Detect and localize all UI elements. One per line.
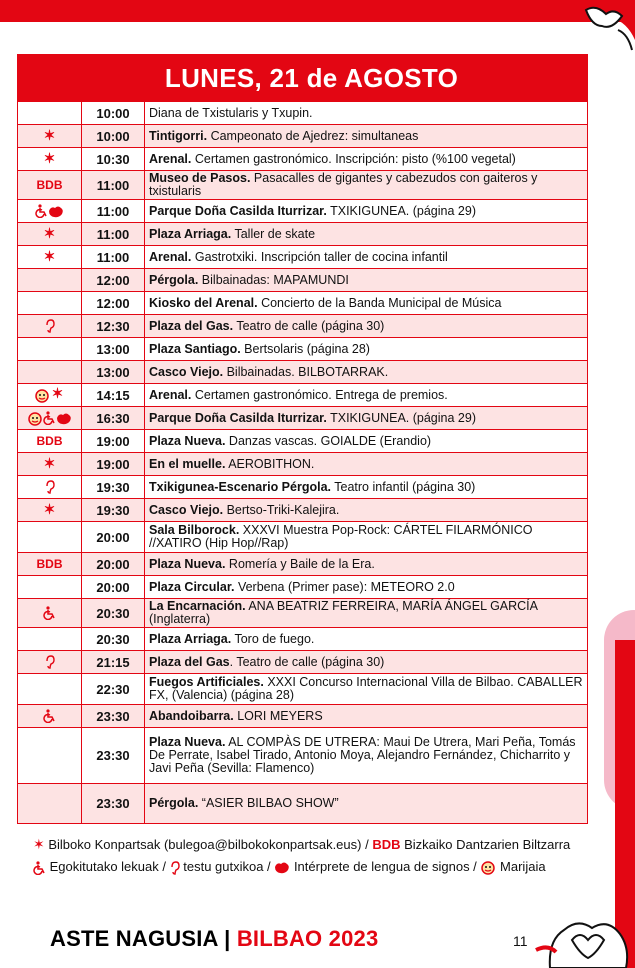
legend-ear-text: testu gutxikoa / <box>183 859 271 874</box>
accessible-icon <box>33 861 46 875</box>
event-time: 11:00 <box>82 200 145 223</box>
event-detail: Verbena (Primer pase): METEORO 2.0 <box>234 579 455 594</box>
event-venue: Plaza Santiago. <box>149 341 241 356</box>
accessible-icon <box>43 606 56 620</box>
event-venue: Sala Bilborock. <box>149 523 240 537</box>
table-row <box>18 384 588 407</box>
marijaia-icon <box>480 860 496 875</box>
event-venue: Parque Doña Casilda Iturrizar. <box>149 410 327 425</box>
event-description <box>145 628 588 651</box>
event-description <box>145 292 588 315</box>
row-icons <box>18 407 82 430</box>
table-row <box>18 522 588 553</box>
sign-language-icon <box>56 412 72 425</box>
row-icons <box>18 430 82 453</box>
legend-marijaia-text: Marijaia <box>500 859 546 874</box>
table-row <box>18 430 588 453</box>
row-icons <box>18 674 82 705</box>
event-venue: Fuegos Artificiales. <box>149 675 264 689</box>
table-row <box>18 125 588 148</box>
event-detail: Danzas vascas. GOIALDE (Erandio) <box>225 433 432 448</box>
row-icons <box>18 315 82 338</box>
event-time: 22:30 <box>82 674 145 705</box>
legend-accessible-text: Egokitutako lekuak / <box>49 859 166 874</box>
event-time: 19:00 <box>82 430 145 453</box>
star-icon: ✶ <box>51 385 64 402</box>
legend-star-text: Bilboko Konpartsak (bulegoa@bilbokokonpartsak.eus) / <box>48 837 369 852</box>
row-icons <box>18 148 82 171</box>
event-detail: Bilbainadas: MAPAMUNDI <box>198 272 349 287</box>
accessible-icon <box>35 204 48 218</box>
event-description <box>145 476 588 499</box>
event-detail: AL COMPÀS DE UTRERA: Maui De Utrera, Mari Peña, Tomás De Perrate, Isabel Tirado, Antonio Moya, Alejandro Fernández, Chicharrito y Javi Peña (Sevilla: Flamenco) <box>149 735 576 775</box>
event-detail: Toro de fuego. <box>231 631 315 646</box>
event-time: 19:30 <box>82 499 145 522</box>
table-row <box>18 338 588 361</box>
event-detail: Bertsolaris (página 28) <box>240 341 370 356</box>
event-detail: Campeonato de Ajedrez: simultaneas <box>207 128 419 143</box>
event-detail: AEROBITHON. <box>225 456 315 471</box>
event-description <box>145 102 588 125</box>
event-venue: Plaza Nueva. <box>149 556 226 571</box>
row-icons <box>18 499 82 522</box>
footer-city: BILBAO 2023 <box>236 926 379 951</box>
star-icon: ✶ <box>43 225 56 241</box>
event-venue: Tintigorri. <box>149 128 208 143</box>
event-time: 19:30 <box>82 476 145 499</box>
accessible-icon <box>43 709 56 723</box>
row-icons <box>18 576 82 599</box>
table-row <box>18 499 588 522</box>
table-row <box>18 223 588 246</box>
legend-line-2 <box>33 856 593 878</box>
event-description <box>145 148 588 171</box>
table-row <box>18 200 588 223</box>
event-detail: Teatro infantil (página 30) <box>331 479 476 494</box>
event-time: 14:15 <box>82 384 145 407</box>
star-icon: ✶ <box>43 455 56 471</box>
row-icons <box>18 705 82 728</box>
event-description <box>145 407 588 430</box>
event-time: 11:00 <box>82 223 145 246</box>
event-time: 23:30 <box>82 784 145 824</box>
row-icons <box>18 269 82 292</box>
event-venue: Arenal. <box>149 151 192 166</box>
event-detail: . Teatro de calle (página 30) <box>229 654 385 669</box>
event-time: 16:30 <box>82 407 145 430</box>
table-row <box>18 628 588 651</box>
table-row <box>18 599 588 628</box>
star-icon: ✶ <box>43 127 56 143</box>
event-time: 20:00 <box>82 576 145 599</box>
table-row <box>18 553 588 576</box>
legend-line-1 <box>33 833 593 856</box>
event-description <box>145 246 588 269</box>
event-time: 10:00 <box>82 102 145 125</box>
event-time: 11:00 <box>82 246 145 269</box>
row-icons <box>18 223 82 246</box>
event-venue: La Encarnación. <box>149 599 246 613</box>
event-description <box>145 453 588 476</box>
event-venue: Plaza Nueva. <box>149 735 226 749</box>
event-venue: Arenal. <box>149 249 192 264</box>
event-detail: Certamen gastronómico. Inscripción: pisto (%100 vegetal) <box>191 151 516 166</box>
event-venue: Pérgola. <box>149 272 199 287</box>
row-icons <box>18 476 82 499</box>
table-row <box>18 102 588 125</box>
row-icons <box>18 628 82 651</box>
marijaia-icon <box>34 388 50 403</box>
event-detail: “ASIER BILBAO SHOW” <box>198 796 339 810</box>
event-time: 12:00 <box>82 292 145 315</box>
table-row <box>18 728 588 784</box>
event-detail: ANA BEATRIZ FERREIRA, MARÍA ÁNGEL GARCÍA (Inglaterra) <box>149 599 538 626</box>
event-venue: Plaza Circular. <box>149 579 235 594</box>
event-time: 10:00 <box>82 125 145 148</box>
event-detail: Pasacalles de gigantes y cabezudos con gaiteros y txistularis <box>149 171 538 198</box>
event-description <box>145 499 588 522</box>
event-description <box>145 674 588 705</box>
event-detail: Gastrotxiki. Inscripción taller de cocina infantil <box>191 249 448 264</box>
bdb-badge: BDB <box>36 177 63 192</box>
event-description <box>145 361 588 384</box>
event-description <box>145 553 588 576</box>
legend-bdb-text: Bizkaiko Dantzarien Biltzarra <box>404 837 571 852</box>
table-row <box>18 246 588 269</box>
event-detail: Bilbainadas. BILBOTARRAK. <box>223 364 389 379</box>
event-description <box>145 651 588 674</box>
event-time: 20:00 <box>82 553 145 576</box>
event-detail: Taller de skate <box>231 226 316 241</box>
sign-language-icon <box>274 861 290 874</box>
top-red-bar <box>0 0 635 22</box>
event-description <box>145 384 588 407</box>
event-venue: Plaza del Gas <box>149 654 230 669</box>
event-description <box>145 171 588 200</box>
marijaia-icon <box>27 411 43 426</box>
event-description <box>145 223 588 246</box>
bdb-badge: BDB <box>36 556 63 571</box>
row-icons <box>18 338 82 361</box>
page-title: LUNES, 21 de AGOSTO <box>17 54 588 101</box>
event-detail: Certamen gastronómico. Entrega de premios. <box>191 387 448 402</box>
star-icon: ✶ <box>33 836 45 852</box>
event-detail: Romería y Baile de la Era. <box>225 556 375 571</box>
table-row <box>18 171 588 200</box>
row-icons <box>18 292 82 315</box>
event-detail: LORI MEYERS <box>233 708 323 723</box>
event-description <box>145 430 588 453</box>
event-time: 20:00 <box>82 522 145 553</box>
row-icons <box>18 522 82 553</box>
table-row <box>18 576 588 599</box>
event-time: 10:30 <box>82 148 145 171</box>
event-venue: Abandoibarra. <box>149 708 234 723</box>
event-description <box>145 705 588 728</box>
table-row <box>18 784 588 824</box>
table-row <box>18 674 588 705</box>
row-icons <box>18 553 82 576</box>
legend-sign-text: Intérprete de lengua de signos / <box>293 859 477 874</box>
event-time: 11:00 <box>82 171 145 200</box>
event-detail: XXXI Concurso Internacional Villa de Bilbao. CABALLER FX, (Valencia) (página 28) <box>149 675 583 702</box>
event-venue: Txikigunea-Escenario Pérgola. <box>149 479 332 494</box>
footer-festival: ASTE NAGUSIA | <box>50 926 237 951</box>
event-venue: Plaza Nueva. <box>149 433 226 448</box>
event-description <box>145 125 588 148</box>
ear-icon <box>45 655 55 669</box>
event-venue: En el muelle. <box>149 456 226 471</box>
event-description <box>145 315 588 338</box>
hands-heart-decoration-bottom <box>530 900 635 968</box>
event-detail: Concierto de la Banda Municipal de Música <box>257 295 502 310</box>
table-row <box>18 148 588 171</box>
event-detail: Diana de Txistularis y Txupin. <box>149 105 313 120</box>
event-detail: Teatro de calle (página 30) <box>233 318 385 333</box>
schedule-table <box>17 54 588 824</box>
table-row <box>18 476 588 499</box>
event-venue: Plaza Arriaga. <box>149 631 232 646</box>
event-venue: Parque Doña Casilda Iturrizar. <box>149 203 327 218</box>
event-detail: XXXVI Muestra Pop-Rock: CÁRTEL FILARMÓNICO //XATIRO (Hip Hop//Rap) <box>149 523 533 550</box>
table-row <box>18 269 588 292</box>
event-time: 12:30 <box>82 315 145 338</box>
table-row <box>18 361 588 384</box>
row-icons <box>18 728 82 784</box>
event-venue: Pérgola. <box>149 796 199 810</box>
legend-bdb-label: BDB <box>372 837 401 852</box>
event-time: 21:15 <box>82 651 145 674</box>
table-row <box>18 453 588 476</box>
event-description <box>145 576 588 599</box>
table-row <box>18 315 588 338</box>
table-row <box>18 407 588 430</box>
event-time: 13:00 <box>82 338 145 361</box>
event-description <box>145 784 588 824</box>
row-icons <box>18 599 82 628</box>
events-table <box>17 101 588 824</box>
row-icons <box>18 651 82 674</box>
event-time: 20:30 <box>82 628 145 651</box>
accessible-icon <box>43 411 56 425</box>
hands-heart-decoration <box>572 0 635 60</box>
table-row <box>18 292 588 315</box>
event-venue: Plaza del Gas. <box>149 318 234 333</box>
row-icons <box>18 453 82 476</box>
star-icon: ✶ <box>43 501 56 517</box>
row-icons <box>18 171 82 200</box>
event-description <box>145 599 588 628</box>
event-venue: Casco Viejo. <box>149 502 224 517</box>
event-detail: TXIKIGUNEA. (página 29) <box>326 410 476 425</box>
event-time: 12:00 <box>82 269 145 292</box>
event-detail: TXIKIGUNEA. (página 29) <box>326 203 476 218</box>
event-venue: Casco Viejo. <box>149 364 224 379</box>
event-description <box>145 200 588 223</box>
event-time: 19:00 <box>82 453 145 476</box>
row-icons <box>18 125 82 148</box>
table-row <box>18 705 588 728</box>
row-icons <box>18 384 82 407</box>
event-time: 13:00 <box>82 361 145 384</box>
event-description <box>145 522 588 553</box>
event-detail: Bertso-Triki-Kalejira. <box>223 502 340 517</box>
ear-icon <box>45 319 55 333</box>
event-description <box>145 728 588 784</box>
event-venue: Plaza Arriaga. <box>149 226 232 241</box>
event-time: 20:30 <box>82 599 145 628</box>
footer-title <box>50 926 378 952</box>
row-icons <box>18 361 82 384</box>
event-venue: Museo de Pasos. <box>149 171 251 185</box>
legend <box>33 833 593 878</box>
event-venue: Arenal. <box>149 387 192 402</box>
row-icons <box>18 784 82 824</box>
event-description <box>145 338 588 361</box>
row-icons <box>18 200 82 223</box>
event-description <box>145 269 588 292</box>
event-venue: Kiosko del Arenal. <box>149 295 258 310</box>
row-icons <box>18 102 82 125</box>
event-time: 23:30 <box>82 728 145 784</box>
star-icon: ✶ <box>43 248 56 264</box>
sign-language-icon <box>48 205 64 218</box>
row-icons <box>18 246 82 269</box>
star-icon: ✶ <box>43 150 56 166</box>
page-number: 11 <box>513 933 528 949</box>
ear-icon <box>170 861 180 875</box>
table-row <box>18 651 588 674</box>
event-time: 23:30 <box>82 705 145 728</box>
ear-icon <box>45 480 55 494</box>
bdb-badge: BDB <box>36 433 63 448</box>
